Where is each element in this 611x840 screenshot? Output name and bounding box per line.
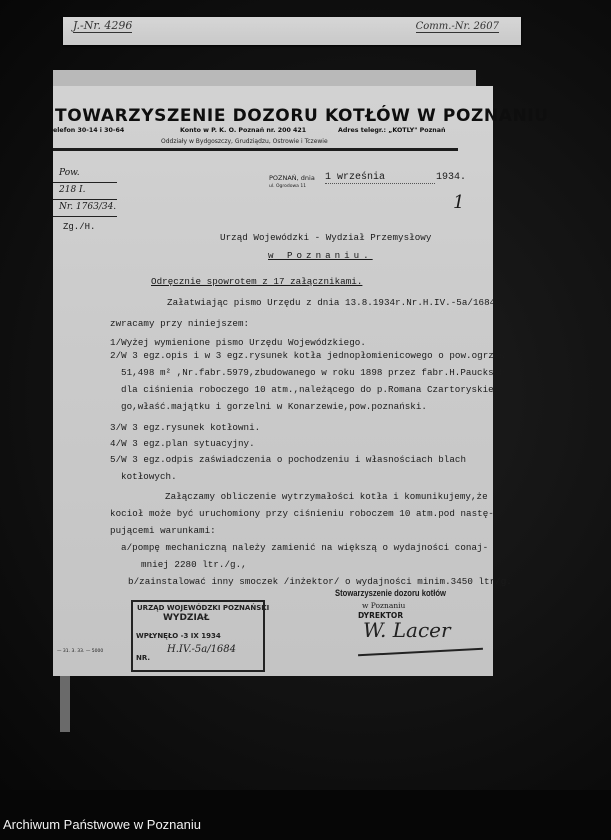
journal-number: J.-Nr. 4296 [73, 19, 133, 32]
commission-number: Comm.-Nr. 2607 [415, 21, 499, 32]
letterhead-account: Konto w P. K. O. Poznań nr. 200 421 [180, 127, 307, 134]
enclosure-item: 5/W 3 egz.odpis zaświadczenia o pochodzeniu i własnościach blach [110, 454, 467, 465]
body-line: pującemi warunkami: [110, 525, 216, 536]
condition-a-cont: mniej 2280 ltr./g., [141, 559, 247, 570]
letterhead-title: TOWARZYSZENIE DOZORU KOTŁÓW W POZNANIU [55, 106, 549, 126]
enclosure-item: kotłowych. [121, 471, 177, 482]
print-code: — 31. 3. 33. — 5000 [57, 649, 104, 654]
subject-line: Odręcznie spowrotem z 17 załącznikami. [151, 276, 363, 287]
body-line: kocioł może być uruchomiony przy ciśnieniu roboczem 10 atm.pod nastę- [110, 508, 494, 519]
receipt-stamp [131, 600, 270, 672]
street-address: ul. Ogrodowa 11 [269, 184, 307, 189]
letterhead-telegraph: Adres telegr.: „KOTLY" Poznań [338, 127, 446, 134]
enclosure-item: go,właść.majątku i gorzelni w Konarzewie,pow.poznański. [121, 401, 427, 412]
letter-date: 1 września [325, 172, 386, 183]
sign-reference: Zg./H. [63, 222, 96, 232]
ref-line: Nr. 1763/34. [53, 202, 117, 217]
recipient-line-2: w Poznaniu. [268, 250, 373, 261]
enclosure-item: 3/W 3 egz.rysunek kotłowni. [110, 422, 261, 433]
archive-reference-strip [63, 17, 521, 45]
body-line: Załatwiając pismo Urzędu z dnia 13.8.1934r.Nr.H.IV.-5a/1684 [167, 297, 496, 308]
receipt-stamp-nr: NR. [136, 654, 151, 662]
page-number: 1 [453, 192, 465, 213]
condition-a: a/pompę mechaniczną należy zamienić na większą o wydajności conaj- [121, 542, 489, 553]
reference-box [53, 168, 117, 219]
ref-line: 218 I. [53, 185, 117, 200]
scan-holder-rod [60, 676, 70, 732]
letter-year: 1934. [436, 172, 467, 183]
enclosure-item: dla ciśnienia roboczego 10 atm.,należącego do p.Romana Czartoryskie [121, 384, 494, 395]
director-signature: W. Lacer [363, 618, 451, 642]
signature-stamp-city: w Poznaniu [362, 601, 406, 610]
signature-stroke [358, 648, 483, 657]
receipt-stamp-number: H.IV.-5a/1684 [167, 644, 237, 655]
enclosure-item: 1/Wyżej wymienione pismo Urzędu Wojewódzkiego. [110, 337, 366, 348]
body-line: Załączamy obliczenie wytrzymałości kotła i komunikujemy,że [165, 491, 488, 502]
date-dotted-line [325, 183, 435, 184]
letterhead-rule [53, 148, 458, 151]
receipt-stamp-date: WPŁYNĘŁO -3 IX 1934 [136, 632, 221, 640]
letterhead-branches: Oddziały w Bydgoszczy, Grudziądzu, Ostrowie i Tczewie [161, 138, 328, 145]
enclosure-item: 4/W 3 egz.plan sytuacyjny. [110, 438, 255, 449]
condition-b: b/zainstalować inny smoczek /inżektor/ o wydajności minim.3450 ltr/g. [128, 576, 512, 587]
receipt-stamp-office: URZĄD WOJEWÓDZKI POZNAŃSKI [137, 604, 270, 612]
receipt-stamp-dept: WYDZIAŁ [163, 613, 210, 623]
recipient-line-1: Urząd Wojewódzki - Wydział Przemysłowy [220, 232, 432, 243]
letterhead-phone: elefon 30-14 i 30-64 [53, 127, 125, 134]
enclosure-item: 2/W 3 egz.opis i w 3 egz.rysunek kotła jednopłomienicowego o pow.ogrzew [110, 350, 506, 361]
archive-footer-label: Archiwum Państwowe w Poznaniu [3, 817, 201, 832]
signature-stamp-role: DYREKTOR [358, 611, 404, 620]
place-label: POZNAŃ, dnia [269, 174, 315, 182]
enclosure-item: 51,498 m² ,Nr.fabr.5979,zbudowanego w roku 1898 przez fabr.H.Paucksch [121, 367, 505, 378]
ref-line: Pow. [53, 168, 117, 183]
signature-stamp-org: Stowarzyszenie dozoru kotłów [335, 588, 446, 598]
body-line: zwracamy przy niniejszem: [110, 318, 250, 329]
letter-page [53, 86, 549, 676]
